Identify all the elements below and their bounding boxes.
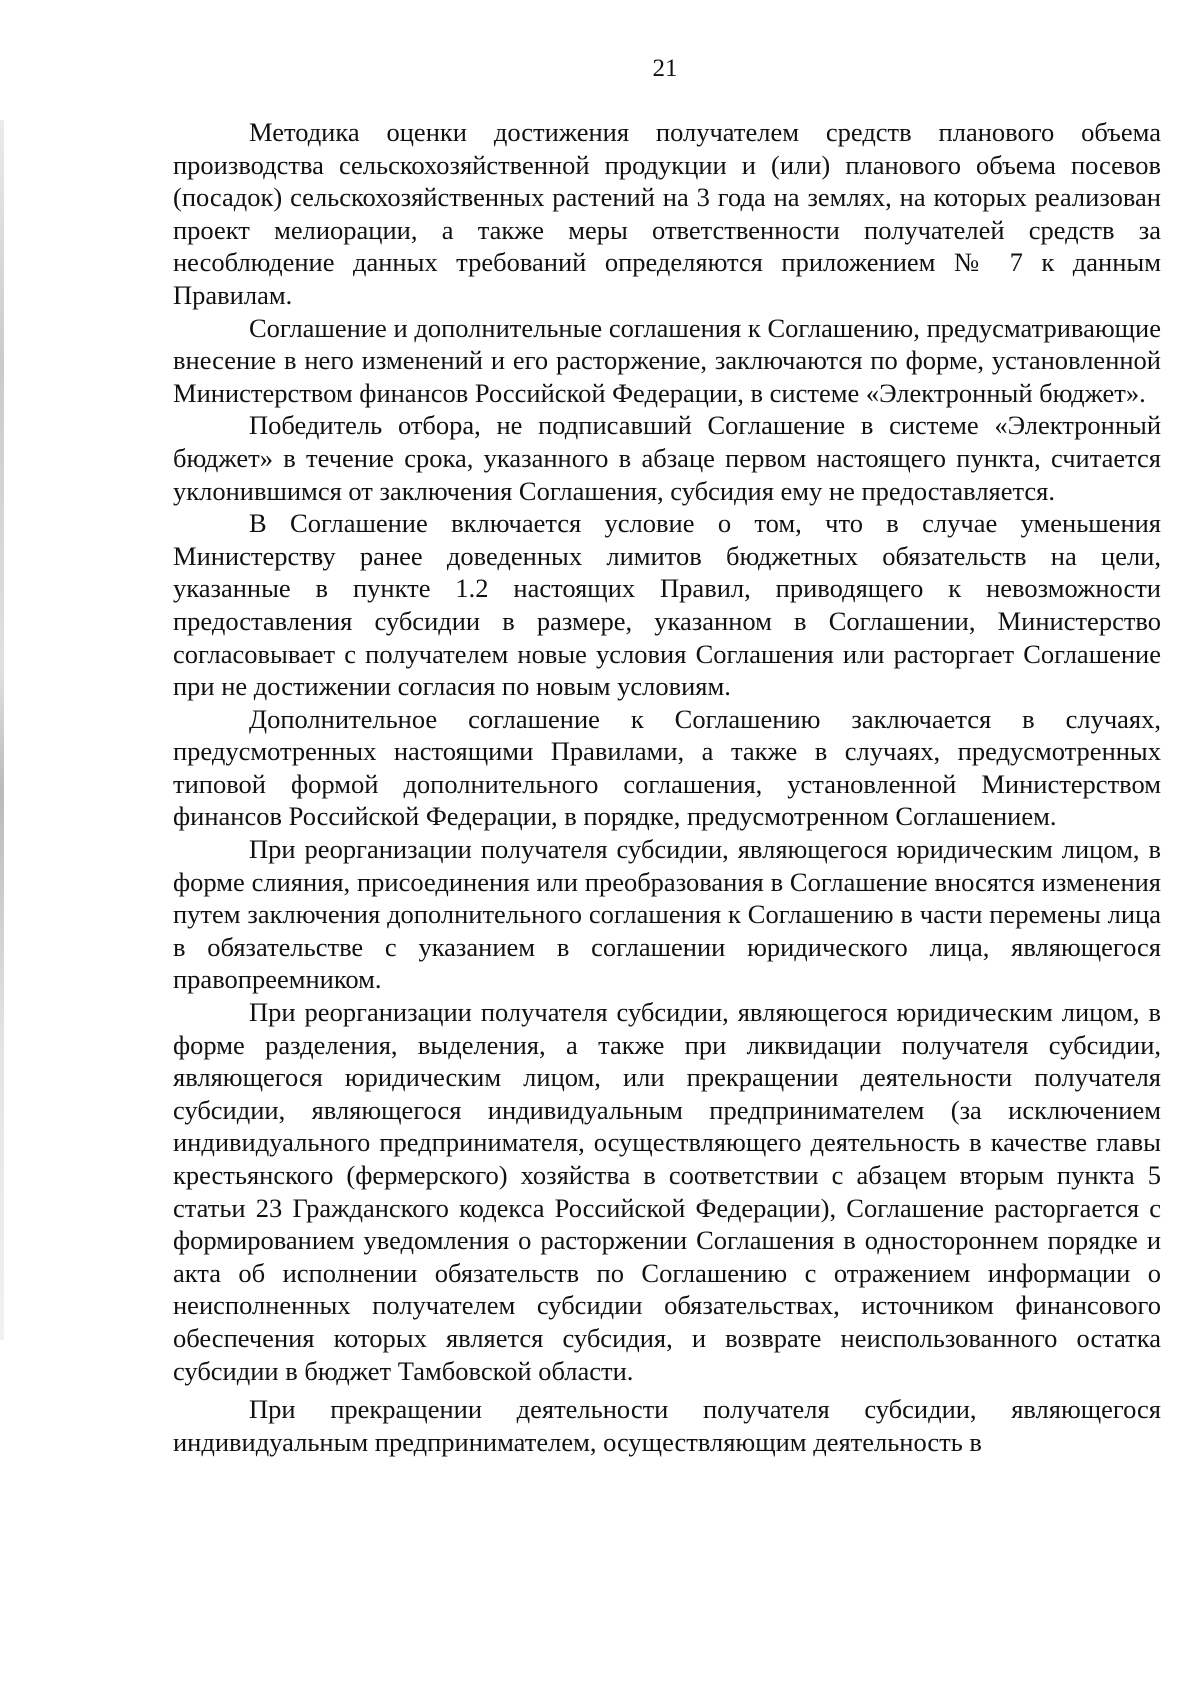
paragraph-agreement-form: Соглашение и дополнительные соглашения к Соглашению, предусматривающие внесение в него изменений и его расторжение, заключаются по форме, установленной Министерством финансов Российской Федерации, в системе «Электронный бюджет». (173, 312, 1161, 408)
paragraph-limits-reduction: В Соглашение включается условие о том, что в случае уменьшения Министерству ранее доведенных лимитов бюджетных обязательств на цели, указанные в пункте 1.2 настоящих Правил, приводящего к невозможности предоставления субсидии в размере, указанном в Соглашении, Министерство согласовывает с получателем новые условия Соглашения или расторгает Соглашение при не достижении согласия по новым условиям. (173, 508, 1161, 702)
document-body (173, 116, 1161, 1458)
paragraph-reorganization-merger: При реорганизации получателя субсидии, являющегося юридическим лицом, в форме слияния, присоединения или преобразования в Соглашение вносятся изменения путем заключения дополнительного соглашения к Соглашению в части перемены лица в обязательстве с указанием в соглашении юридического лица, являющегося правопреемником. (173, 834, 1161, 995)
paragraph-selection-winner: Победитель отбора, не подписавший Соглашение в системе «Электронный бюджет» в течение срока, указанного в абзаце первом настоящего пункта, считается уклонившимся от заключения Соглашения, субсидия ему не предоставляется. (173, 410, 1161, 506)
paragraph-additional-agreement: Дополнительное соглашение к Соглашению заключается в случаях, предусмотренных настоящими Правилами, а также в случаях, предусмотренных типовой формой дополнительного соглашения, установленной Министерством финансов Российской Федерации, в порядке, предусмотренном Соглашением. (173, 703, 1161, 832)
scan-edge-shadow (0, 120, 4, 1340)
paragraph-reorganization-division: При реорганизации получателя субсидии, являющегося юридическим лицом, в форме разделения, выделения, а также при ликвидации получателя субсидии, являющегося юридическим лицом, или прекращении деятельности получателя субсидии, являющегося индивидуальным предпринимателем (за исключением индивидуального предпринимателя, осуществляющего деятельность в качестве главы крестьянского (фермерского) хозяйства в соответствии с абзацем вторым пункта 5 статьи 23 Гражданского кодекса Российской Федерации), Соглашение расторгается с формированием уведомления о расторжении Соглашения в одностороннем порядке и акта об исполнении обязательств по Соглашению с отражением информации о неисполненных получателем субсидии обязательствах, источником финансового обеспечения которых является субсидия, и возврате неиспользованного остатка субсидии в бюджет Тамбовской области. (173, 997, 1161, 1386)
paragraph-termination-entrepreneur: При прекращении деятельности получателя субсидии, являющегося индивидуальным предпринимателем, осуществляющим деятельность в (173, 1394, 1161, 1457)
page-number: 21 (652, 55, 678, 82)
paragraph-methodology: Методика оценки достижения получателем средств планового объема производства сельскохозяйственной продукции и (или) планового объема посевов (посадок) сельскохозяйственных растений на 3 года на землях, на которых реализован проект мелиорации, а также меры ответственности получателей средств за несоблюдение данных требований определяются приложением № 7 к данным Правилам. (173, 117, 1161, 310)
